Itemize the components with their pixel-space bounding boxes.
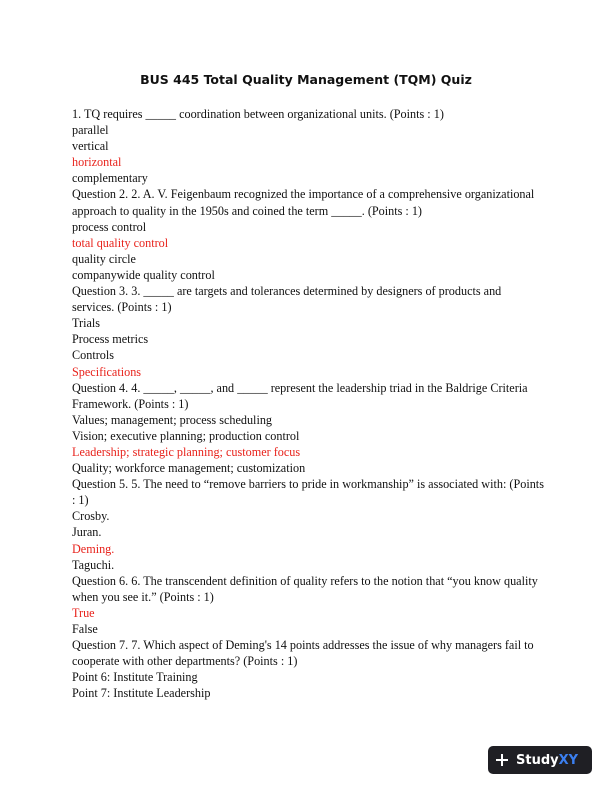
quiz-line: quality circle bbox=[72, 251, 136, 266]
quiz-line: Question 2. 2. A. V. Feigenbaum recognized the importance of a comprehensive organizational approach to quality in the 1950s and coined the term _____. (Points : 1) bbox=[72, 187, 535, 218]
studyxy-logo bbox=[488, 746, 592, 774]
quiz-line: Point 7: Institute Leadership bbox=[72, 686, 211, 701]
quiz-line: Point 6: Institute Training bbox=[72, 670, 198, 685]
quiz-line: Values; management; process scheduling bbox=[72, 412, 273, 427]
quiz-line: Juran. bbox=[72, 525, 102, 540]
plus-icon bbox=[488, 746, 516, 774]
quiz-line: parallel bbox=[72, 123, 109, 138]
quiz-content bbox=[72, 106, 544, 701]
correct-answer-line: Leadership; strategic planning; customer focus bbox=[72, 444, 301, 459]
correct-answer-line: Deming. bbox=[72, 541, 115, 556]
correct-answer-line: horizontal bbox=[72, 155, 122, 170]
quiz-line: Taguchi. bbox=[72, 557, 115, 572]
quiz-line: 1. TQ requires _____ coordination between organizational units. (Points : 1) bbox=[72, 107, 444, 121]
quiz-line: False bbox=[72, 622, 98, 636]
quiz-line: Question 4. 4. _____, _____, and _____ represent the leadership triad in the Baldrige Criteria Framework. (Points : 1) bbox=[72, 380, 528, 411]
quiz-line: Crosby. bbox=[72, 509, 110, 524]
quiz-line: vertical bbox=[72, 139, 109, 154]
quiz-line: Vision; executive planning; production control bbox=[72, 428, 300, 443]
quiz-line: Quality; workforce management; customization bbox=[72, 461, 306, 476]
logo-text: StudyXY bbox=[516, 752, 579, 768]
quiz-line: companywide quality control bbox=[72, 267, 215, 282]
quiz-line: Question 5. 5. The need to “remove barriers to pride in workmanship” is associated with: (Points : 1) bbox=[72, 477, 544, 508]
quiz-line: Controls bbox=[72, 348, 114, 363]
quiz-line: Process metrics bbox=[72, 332, 149, 347]
correct-answer-line: Specifications bbox=[72, 364, 142, 379]
quiz-line: complementary bbox=[72, 171, 148, 186]
correct-answer-line: total quality control bbox=[72, 235, 169, 250]
quiz-line: Trials bbox=[72, 316, 100, 331]
quiz-line: Question 3. 3. _____ are targets and tolerances determined by designers of products and services. (Points : 1) bbox=[72, 284, 502, 315]
quiz-line: Question 6. 6. The transcendent definition of quality refers to the notion that “you know quality when you see it.” (Points : 1) bbox=[72, 573, 538, 604]
quiz-line: Question 7. 7. Which aspect of Deming's 14 points addresses the issue of why managers fail to cooperate with other departments? (Points : 1) bbox=[72, 638, 534, 669]
correct-answer-line: True bbox=[72, 605, 95, 620]
quiz-line: process control bbox=[72, 219, 147, 234]
page-title: BUS 445 Total Quality Management (TQM) Quiz bbox=[140, 72, 472, 87]
